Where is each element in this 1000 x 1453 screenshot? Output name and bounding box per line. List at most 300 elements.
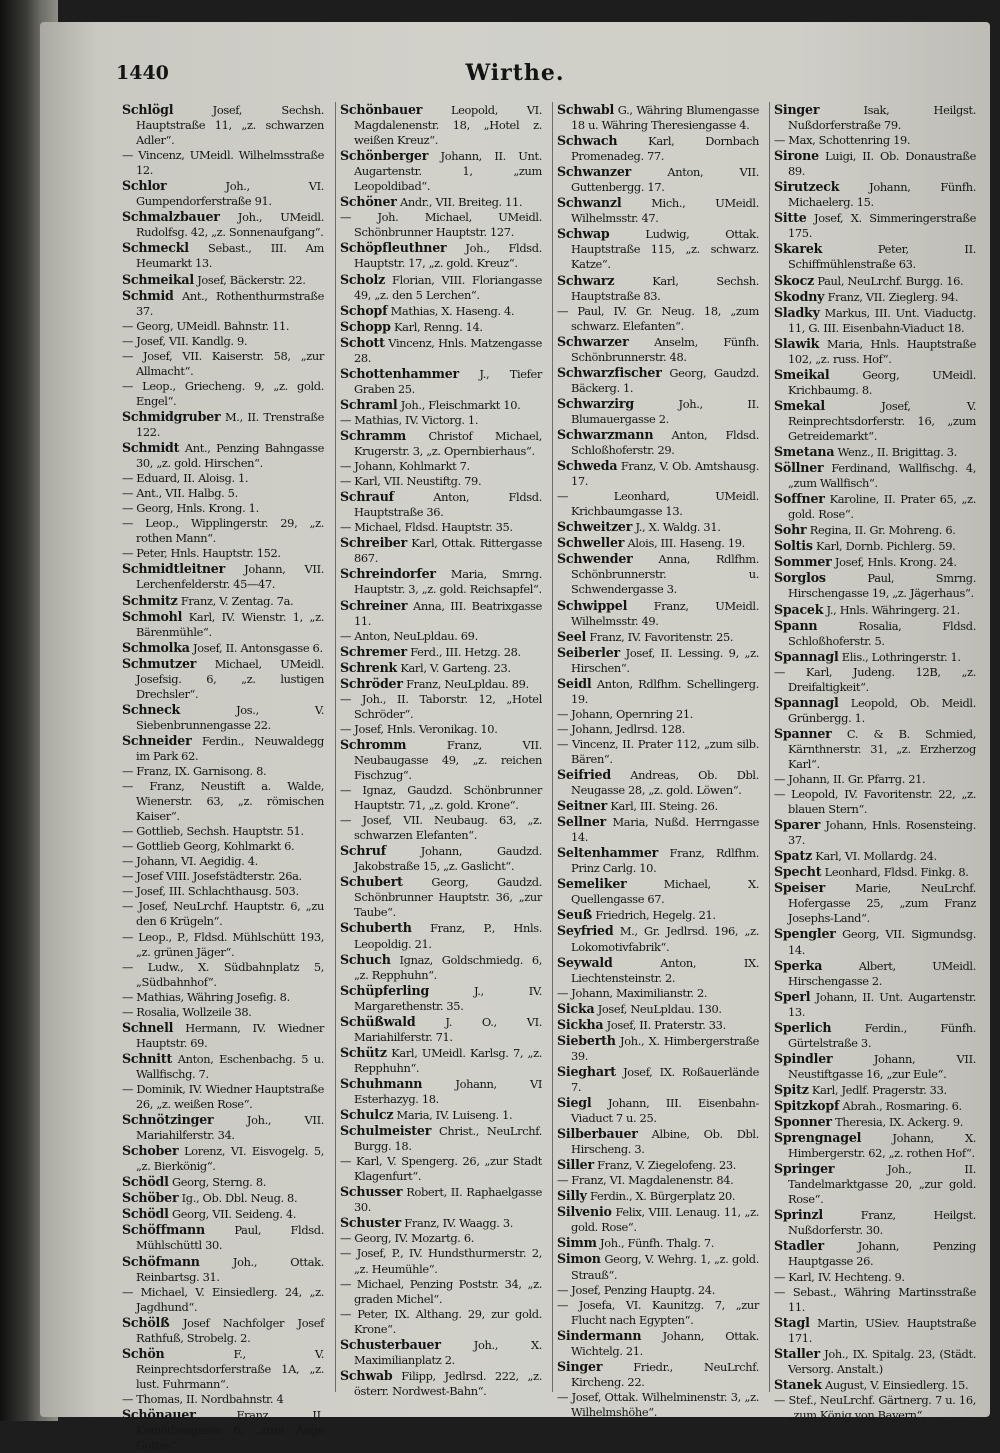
directory-entry [774,102,976,133]
directory-entry [774,848,976,864]
entry-details: — Leop., Wipplingerstr. 29, „z. rothen Mann“. [122,516,324,546]
directory-entry [122,593,324,609]
entry-details: Paul, Fldsd. Mühlschüttl 30. [136,1223,324,1253]
entry-details: Ant., Rothenthurmstraße 37. [136,288,324,318]
entry-surname: Schmolka [122,639,190,655]
directory-entry [557,598,759,629]
entry-details: — Johann, Maximilianstr. 2. [557,985,708,1000]
directory-entry [340,783,542,813]
entry-details: Karl, VI. Mollardg. 24. [812,849,937,864]
entry-details: Michael, X. Quellengasse 67. [571,877,759,907]
entry-surname: Schöfmann [122,1253,200,1269]
entry-surname: Schreiber [340,535,408,551]
entry-surname: Smekal [774,397,825,413]
entry-details: — Leop., P., Fldsd. Mühlschütt 193, „z. grünen Jäger“. [122,929,324,959]
entry-surname: Seifried [557,767,611,783]
entry-details: Andr., VII. Breiteg. 11. [396,195,523,210]
entry-details: Josef, IX. Roßauerlände 7. [571,1064,759,1094]
entry-surname: Sponner [774,1114,832,1130]
entry-surname: Schreindorfer [340,566,436,582]
entry-surname: Schönauer [122,1406,196,1422]
entry-details: Georg, Sterng. 8. [168,1175,267,1190]
directory-entry [340,210,542,240]
directory-entry [340,737,542,783]
entry-details: — Max, Schottenring 19. [774,133,911,148]
directory-entry [122,1112,324,1143]
entry-surname: Sindermann [557,1327,642,1343]
directory-entry [557,102,759,133]
entry-details: Josef, V. Reinprechtsdorferstr. 16, „zum Getreidemarkt“. [788,398,976,443]
entry-details: Franz, P., Hnls. Leopoldig. 21. [354,921,542,951]
directory-entry [340,676,542,692]
directory-entry [774,148,976,179]
entry-details: — Johann, VI. Aegidig. 4. [122,854,258,869]
entry-details: Paul, Smrng. Hirschengasse 19, „z. Jägerhaus“. [788,571,976,601]
directory-entry [557,304,759,334]
directory-entry [122,319,324,334]
entry-details: — Ant., VII. Halbg. 5. [122,486,238,501]
directory-entry [774,772,976,787]
directory-entry [122,440,324,471]
directory-entry [557,767,759,798]
entry-details: Peter, II. Schiffmühlenstraße 63. [788,242,976,272]
entry-surname: Specht [774,864,822,880]
entry-details: Joh., II. Tandelmarktgasse 20, „zur gold. Rose“. [788,1162,976,1207]
entry-details: — Leop., Griecheng. 9, „z. gold. Engel“. [122,378,324,408]
entry-surname: Schuster [340,1215,402,1231]
directory-entry [122,640,324,656]
entry-surname: Singer [774,102,820,117]
entry-surname: Schnötzinger [122,1112,214,1128]
entry-details: Franz, V. Zentag. 7a. [177,593,294,608]
directory-entry [557,1235,759,1251]
directory-entry [557,737,759,767]
entry-surname: Schwarz [557,272,615,288]
entry-surname: Schulcz [340,1107,394,1123]
entry-details: Josef, II. Antonsgasse 6. [189,640,323,655]
entry-details: Joh., Fünfh. Thalg. 7. [596,1236,715,1251]
entry-surname: Seuß [557,907,593,923]
entry-surname: Schwarzirg [557,395,634,411]
directory-entry [774,1238,976,1269]
column-1 [118,102,326,1453]
entry-details: Anton, Fldsd. Schloßhoferstr. 29. [571,427,759,458]
entry-details: Karl, Renng. 14. [390,319,483,334]
entry-details: — Georg, Hnls. Krong. 1. [122,501,259,516]
entry-surname: Sperl [774,988,811,1004]
entry-details: Joh., Ottak. Reinbartsg. 31. [136,1254,324,1284]
entry-surname: Stadler [774,1238,824,1254]
entry-details: Karl, Sechsh. Hauptstraße 83. [571,273,759,303]
directory-entry [557,986,759,1001]
entry-details: Josef, Bäckerstr. 22. [193,272,306,287]
entry-details: Karoline, II. Prater 65, „z. gold. Rose“. [788,492,976,522]
directory-entry [122,990,324,1005]
directory-entry [122,839,324,854]
entry-details: — Johann, Jedlrsd. 128. [557,721,685,736]
entry-details: G., Währing Blumengasse 18 u. Währing Theresiengasse 4. [571,103,759,133]
entry-details: — Leopold, IV. Favoritenstr. 22, „z. blauen Stern“. [774,787,976,817]
entry-details: Anna, III. Beatrixgasse 11. [354,598,542,628]
directory-entry [774,665,976,695]
directory-entry [340,1368,542,1399]
entry-surname: Smetana [774,444,835,460]
entry-details: Josef Nachfolger Josef Rathfuß, Strobelg. 2. [136,1315,324,1345]
entry-details: Elis., Lothringerstr. 1. [838,649,961,664]
entry-surname: Schremer [340,643,407,659]
entry-details: Franz, UMeidl. Wilhelmsstr. 49. [571,598,759,628]
entry-surname: Schöner [340,194,397,210]
entry-details: — Josef VIII. Josefstädterstr. 26a. [122,869,302,884]
directory-page [40,22,990,1453]
entry-details: Robert, II. Raphaelgasse 30. [354,1185,542,1215]
entry-surname: Schmid [122,287,174,303]
entry-details: Josef, X. Simmeringerstraße 175. [788,211,976,241]
directory-entry [774,817,976,848]
directory-entry [774,1098,976,1114]
directory-entry [557,1188,759,1204]
directory-entry [122,1222,324,1253]
entry-surname: Schwarzer [557,333,629,349]
entry-details: Maria, IV. Luiseng. 1. [393,1108,513,1123]
entry-surname: Simon [557,1251,601,1267]
directory-entry [340,1231,542,1246]
entry-surname: Schödl [122,1206,169,1222]
directory-entry [557,1126,759,1157]
directory-entry [122,884,324,899]
entry-details: Josef, Sechsh. Hauptstraße 11, „z. schwarzen Adler“. [136,103,324,148]
entry-surname: Schmutzer [122,655,197,671]
directory-entry [340,520,542,535]
directory-entry [557,923,759,954]
entry-details: Christof Michael, Krugerstr. 3, „z. Opernbierhaus“. [354,428,542,459]
page-header [40,62,990,102]
entry-surname: Schober [122,1143,179,1159]
entry-surname: Siller [557,1157,594,1173]
entry-surname: Silly [557,1188,587,1204]
entry-details: Theresia, IX. Ackerg. 9. [831,1115,964,1130]
entry-details: Ig., Ob. Dbl. Neug. 8. [178,1191,298,1206]
directory-entry [774,570,976,601]
directory-entry [557,226,759,272]
entry-surname: Smeikal [774,366,830,382]
entry-details: Mich., UMeidl. Wilhelmsstr. 47. [571,196,759,226]
entry-details: Josef, NeuLpldau. 130. [594,1001,722,1016]
directory-entry [774,958,976,989]
directory-entry [774,522,976,538]
entry-details: — Stef., NeuLrchf. Gärtnerg. 7 u. 16, „zum König von Bayern“. [774,1392,976,1422]
entry-details: Ferdin., Fünfh. Gürtelstraße 3. [788,1020,976,1050]
entry-details: — Thomas, II. Nordbahnstr. 4 [122,1391,284,1406]
entry-surname: Singer [557,1358,603,1374]
directory-entry [122,1082,324,1112]
entry-details: — Ignaz, Gaudzd. Schönbrunner Hauptstr. 71, „z. gold. Krone“. [340,783,542,813]
entry-surname: Schönbauer [340,102,423,117]
directory-entry [122,1407,324,1453]
entry-surname: Seitner [557,798,608,814]
directory-entry [122,288,324,319]
entry-details: Karl, Dornbach Promenadeg. 77. [571,134,759,164]
directory-entry [557,133,759,164]
directory-entry [122,854,324,869]
entry-details: Paul, NeuLrchf. Burgg. 16. [814,273,964,288]
directory-entry [122,609,324,640]
directory-entry [557,1157,759,1173]
directory-entry [557,396,759,427]
entry-surname: Sieghart [557,1063,616,1079]
directory-entry [774,989,976,1020]
directory-entry [557,645,759,676]
entry-details: Franz, V. Ob. Amtshausg. 17. [571,459,759,489]
directory-entry [557,427,759,458]
directory-entry [774,864,976,880]
directory-entry [122,501,324,516]
directory-entry [774,880,976,926]
directory-entry [122,930,324,960]
entry-surname: Sitte [774,210,807,226]
entry-surname: Schweitzer [557,519,633,535]
running-head: Wirthe. [465,60,565,86]
directory-entry [774,1315,976,1346]
directory-entry [774,1161,976,1207]
entry-details: — Johann, Kohlmarkt 7. [340,459,470,474]
entry-surname: Schuhmann [340,1075,423,1091]
entry-surname: Schreiner [340,597,408,613]
entry-surname: Schnell [122,1019,174,1035]
directory-entry [122,1005,324,1020]
entry-details: — Josef, P., IV. Hundsthurmerstr. 2, „z. Heumühle“. [340,1246,542,1276]
entry-details: Lorenz, VI. Eisvogelg. 5, „z. Bierkönig“. [136,1144,324,1174]
directory-entry [340,843,542,874]
entry-details: — Michael, V. Einsiedlerg. 24, „z. Jagdhund“. [122,1284,324,1314]
entry-surname: Schwarzmann [557,426,654,442]
entry-details: Florian, VIII. Floriangasse 49, „z. den 5 Lerchen“. [354,272,542,302]
entry-details: J. O., VI. Mariahilferstr. 71. [354,1014,542,1044]
entry-surname: Schrenk [340,659,398,675]
directory-entry [122,486,324,501]
entry-surname: Springer [774,1161,835,1177]
directory-entry [557,798,759,814]
entry-surname: Schromm [340,736,407,752]
entry-surname: Sperka [774,957,823,973]
directory-entry [122,1143,324,1174]
entry-surname: Silberbauer [557,1126,638,1142]
entry-details: — Karl, V. Spengerg. 26, „zur Stadt Klagenfurt“. [340,1154,542,1184]
entry-surname: Simm [557,1235,597,1251]
entry-details: — Johann, II. Gr. Pfarrg. 21. [774,772,926,787]
entry-surname: Slawik [774,335,820,351]
directory-entry [774,695,976,726]
entry-details: — Vincenz, II. Prater 112, „zum silb. Bären“. [557,736,759,766]
entry-details: Joh., IX. Spitalg. 23, (Städt. Versorg. Anstalt.) [788,1346,976,1376]
directory-entry [122,1051,324,1082]
entry-surname: Schüßwald [340,1013,416,1029]
entry-surname: Schopf [340,302,388,318]
entry-details: — Joh., II. Taborstr. 12, „Hotel Schröder“. [340,691,542,721]
entry-surname: Spacek [774,601,824,617]
entry-surname: Siegl [557,1095,592,1110]
entry-surname: Spannagl [774,694,839,710]
directory-entry [122,824,324,839]
entry-details: Maria, Nußd. Herrngasse 14. [571,815,759,845]
directory-entry [340,489,542,520]
directory-entry [557,845,759,876]
directory-entry [557,1095,759,1126]
entry-details: Johann, Ottak. Wichtelg. 21. [571,1328,759,1358]
entry-surname: Schuch [340,951,391,967]
entry-surname: Schwab [340,1367,393,1383]
directory-entry [340,1154,542,1184]
entry-surname: Spannagl [774,648,839,664]
entry-surname: Schulmeister [340,1123,432,1139]
entry-details: Georg, Gaudzd. Schönbrunner Hauptstr. 36, „zur Taube“. [354,875,542,920]
directory-entry [774,305,976,336]
directory-entry [340,1076,542,1107]
entry-surname: Schnitt [122,1050,173,1066]
entry-details: Ferdin., X. Bürgerplatz 20. [586,1189,736,1204]
entry-details: Leopold, VI. Magdalenenstr. 18, „Hotel z. weißen Kreuz“. [354,103,542,148]
entry-details: Maria, Hnls. Hauptstraße 102, „z. russ. Hof“. [788,336,976,366]
entry-details: Rosalia, Fldsd. Schloßhoferstr. 5. [788,618,976,648]
directory-entry [122,702,324,733]
directory-entry [340,598,542,629]
entry-details: — Josef, Hnls. Veronikag. 10. [340,721,498,736]
entry-details: — Peter, Hnls. Hauptstr. 152. [122,546,281,561]
directory-entry [340,566,542,597]
directory-entry [122,516,324,546]
directory-entry [557,1328,759,1359]
directory-entry [774,726,976,772]
directory-entry [340,413,542,428]
directory-entry [122,409,324,440]
entry-details: Johann, VII. Lerchenfelderstr. 45—47. [136,562,324,592]
entry-surname: Schwabl [557,102,615,117]
entry-details: M., II. Trenstraße 122. [136,409,324,439]
directory-entry [557,1204,759,1235]
entry-details: — Franz, VI. Magdalenenstr. 84. [557,1173,734,1188]
entry-details: Jos., V. Siebenbrunnengasse 22. [136,702,324,732]
entry-details: Ferdin., Neuwaldegg im Park 62. [136,733,324,763]
directory-entry [774,367,976,398]
entry-surname: Schusterbauer [340,1336,441,1352]
directory-entry [122,899,324,929]
directory-entry [557,1001,759,1017]
entry-surname: Schneck [122,701,181,717]
entry-surname: Schopp [340,318,391,334]
entry-details: Karl, IV. Wienstr. 1, „z. Bärenmühle“. [136,609,324,639]
entry-details: Anton, Fldsd. Hauptstraße 36. [354,490,542,520]
directory-entry [340,1246,542,1276]
entry-details: Johann, VI Esterhazyg. 18. [354,1076,542,1106]
directory-entry [557,1283,759,1298]
entry-details: Johann, III. Eisenbahn-Viaduct 7 u. 25. [571,1096,759,1126]
directory-entry [774,491,976,522]
entry-surname: Schlor [122,178,167,194]
directory-entry [340,920,542,951]
directory-entry [557,814,759,845]
directory-entry [557,955,759,986]
directory-entry [774,618,976,649]
directory-entry [774,787,976,817]
directory-entry [122,960,324,990]
directory-entry [340,194,542,210]
directory-entry [122,1315,324,1346]
entry-details: Joh., UMeidl. Rudolfsg. 42, „z. Sonnenaufgang“. [136,210,324,240]
entry-details: Joh., II. Blumauergasse 2. [571,396,759,426]
directory-entry [340,397,542,413]
entry-surname: Schusser [340,1184,403,1200]
directory-entry [557,629,759,645]
entry-surname: Schottenhammer [340,365,459,381]
entry-surname: Schmalzbauer [122,209,220,225]
entry-details: — Anton, NeuLpldau. 69. [340,628,478,643]
entry-details: Johann, II. Unt. Augartenstr. 13. [788,989,976,1019]
entry-surname: Sorglos [774,570,826,586]
entry-details: Friedrich, Hegelg. 21. [592,908,716,923]
entry-details: Joh., X. Himbergerstraße 39. [571,1033,759,1063]
entry-surname: Schödl [122,1174,169,1190]
entry-details: Karl, Jedlf. Pragerstr. 33. [808,1082,947,1097]
entry-details: Ferd., III. Hetzg. 28. [406,644,521,659]
directory-entry [557,1173,759,1188]
directory-entry [122,334,324,349]
entry-surname: Schöffmann [122,1222,205,1238]
entry-details: Anselm, Fünfh. Schönbrunnerstr. 48. [571,334,759,364]
directory-entry [557,365,759,396]
entry-surname: Schmitz [122,592,178,608]
entry-details: — Josef, NeuLrchf. Hauptstr. 6, „zu den 6 Krügeln“. [122,899,324,929]
entry-details: Albert, UMeidl. Hirschengasse 2. [788,958,976,988]
entry-details: — Mathias, Währing Josefig. 8. [122,989,290,1004]
entry-surname: Sladky [774,304,820,320]
entry-details: Franz, IV. Favoritenstr. 25. [586,629,734,644]
entry-surname: Schmidt [122,440,180,456]
entry-details: — Josef, III. Schlachthausg. 503. [122,884,299,899]
entry-details: Franz, NeuLpldau. 89. [402,676,529,691]
directory-entry [557,551,759,597]
directory-entry [774,1207,976,1238]
directory-entry [557,334,759,365]
entry-details: Karl, V. Garteng. 23. [397,660,511,675]
entry-details: J., IV. Margarethenstr. 35. [354,983,542,1013]
entry-surname: Sperlich [774,1019,832,1035]
entry-surname: Schott [340,334,385,350]
directory-entry [122,471,324,486]
entry-details: Johann, Hnls. Rosensteing. 37. [788,818,976,848]
entry-details: Vincenz, Hnls. Matzengasse 28. [354,335,542,365]
entry-details: M., Gr. Jedlrsd. 196, „z. Lokomotivfabrik“. [571,924,759,954]
entry-details: Georg, V. Wehrg. 1, „z. gold. Strauß“. [571,1252,759,1282]
entry-details: Franz, Heilgst. Nußdorferstr. 30. [788,1208,976,1238]
entry-details: — Vincenz, UMeidl. Wilhelmsstraße 12. [122,148,324,178]
entry-details: J., Hnls. Währingerg. 21. [823,602,960,617]
entry-surname: Seltenhammer [557,845,659,861]
entry-surname: Schmidgruber [122,408,221,424]
entry-details: Franz, VII. Zieglerg. 94. [824,289,959,304]
entry-surname: Schweda [557,458,618,474]
directory-entry [557,676,759,707]
entry-details: Leopold, Ob. Meidl. Grünbergg. 1. [788,695,976,725]
directory-entry [774,1377,976,1393]
entry-surname: Staller [774,1345,820,1361]
directory-entry [122,764,324,779]
entry-details: Sebast., III. Am Heumarkt 13. [136,241,324,271]
entry-details: Alois, III. Haseng. 19. [624,536,745,551]
entry-details: Regina, II. Gr. Mohreng. 6. [806,523,956,538]
directory-entry [774,398,976,444]
entry-details: Anna, Rdlfhm. Schönbrunnerstr. u. Schwendergasse 3. [571,552,759,597]
directory-entry [122,379,324,409]
